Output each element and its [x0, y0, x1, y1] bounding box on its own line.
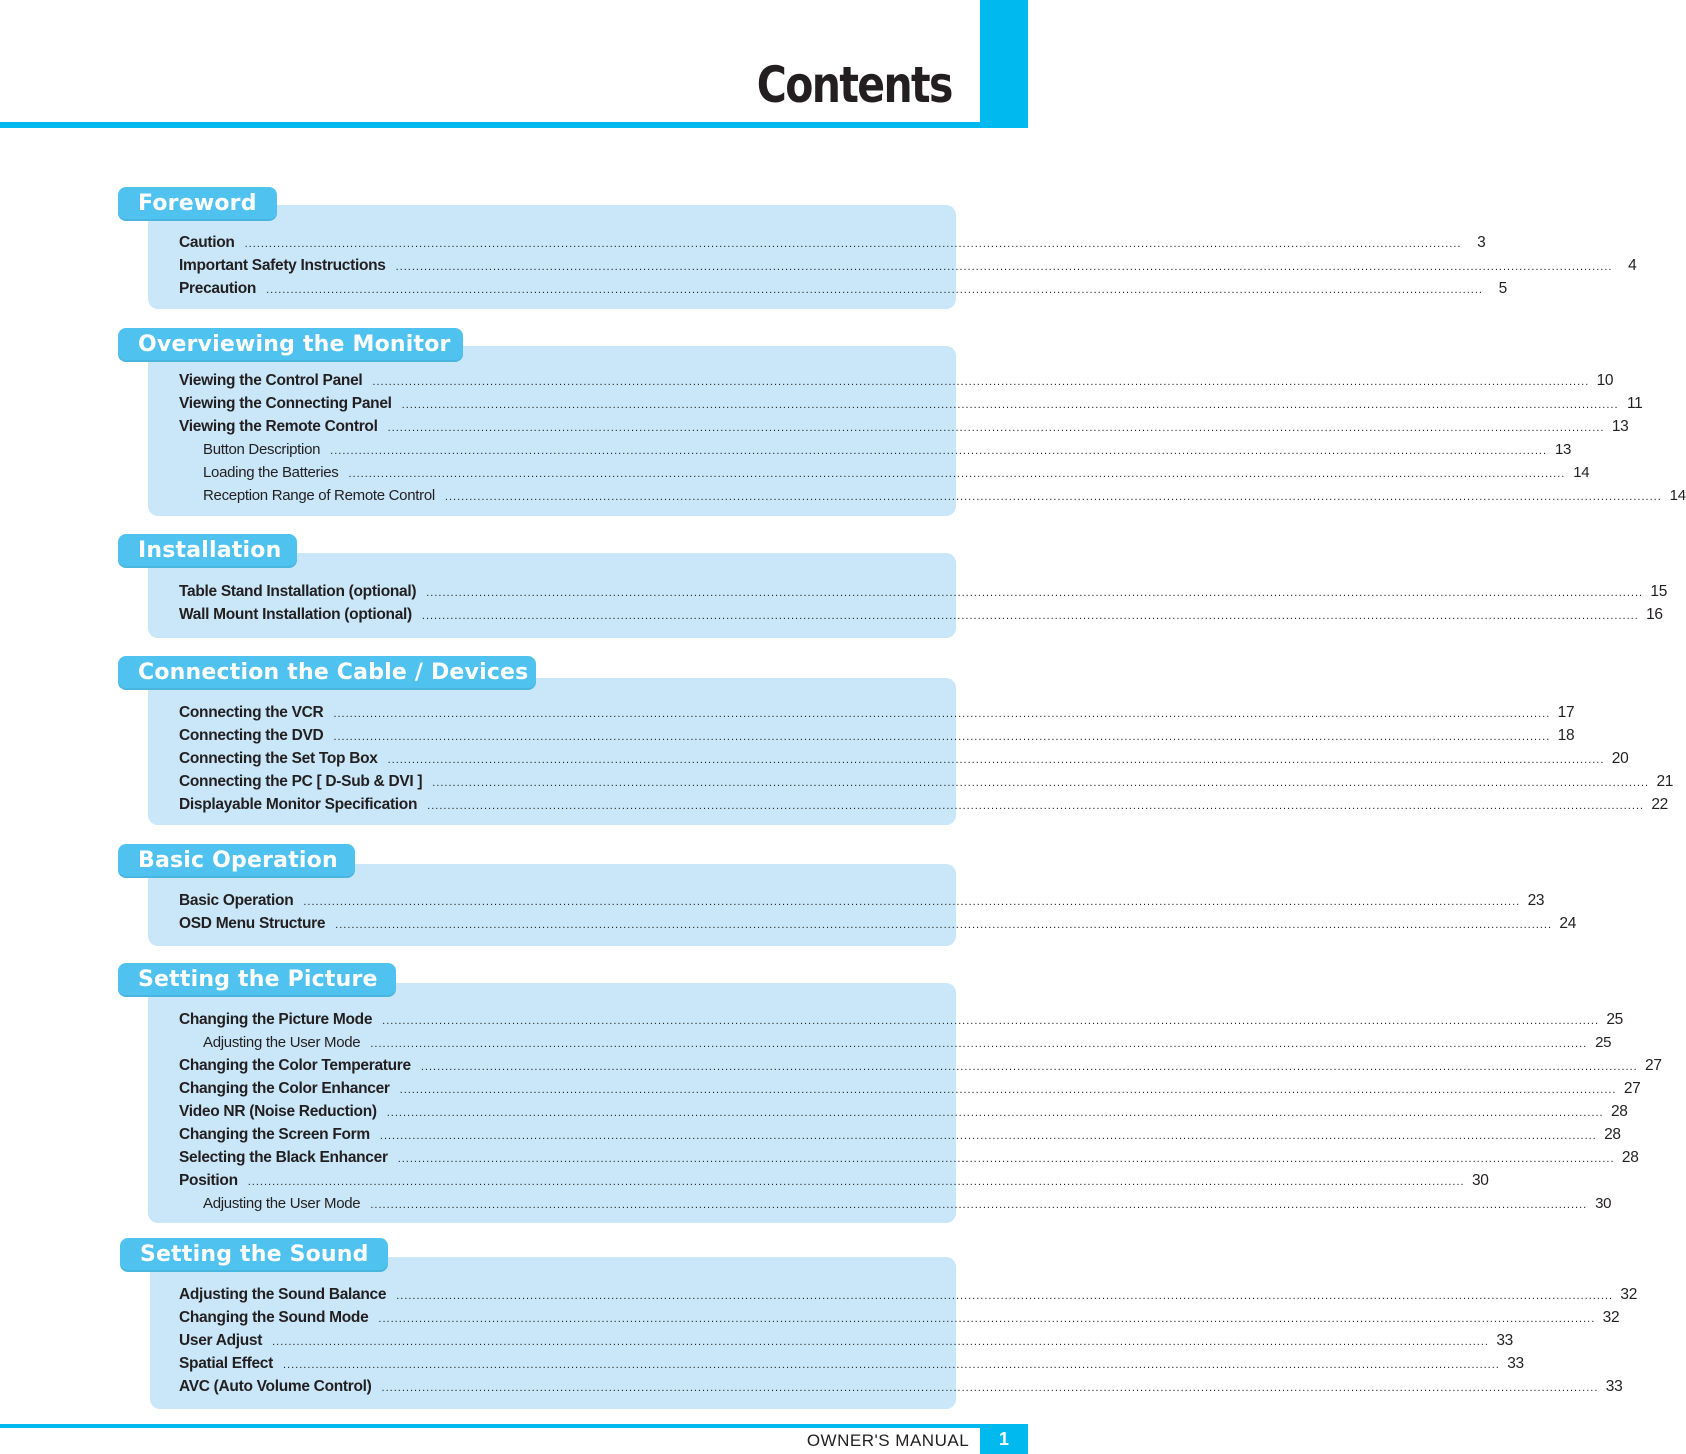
- toc-entry-page: 3: [1477, 234, 1486, 251]
- toc-entry-label: Connecting the Set Top Box: [179, 750, 378, 767]
- toc-entry[interactable]: [179, 1077, 1641, 1100]
- toc-entry-label: Video NR (Noise Reduction): [179, 1103, 377, 1120]
- toc-leader-dots: ............................................................................................................................................................................................................................................................................................................: [266, 284, 1483, 296]
- toc-leader-dots: ............................................................................................................................................................................................................................................................................................................: [420, 1061, 1638, 1073]
- toc-subentry[interactable]: [179, 1192, 1612, 1215]
- toc-entry-label: Wall Mount Installation (optional): [179, 606, 412, 623]
- toc-entry-label: Table Stand Installation (optional): [179, 583, 417, 600]
- toc-leader-dots: ............................................................................................................................................................................................................................................................................................................: [348, 468, 1566, 480]
- toc-leader-dots: ............................................................................................................................................................................................................................................................................................................: [272, 1336, 1489, 1348]
- toc-subentry[interactable]: [179, 438, 1572, 461]
- toc-leader-dots: ............................................................................................................................................................................................................................................................................................................: [330, 445, 1548, 457]
- section-entries-foreword: [179, 231, 1637, 300]
- toc-leader-dots: ............................................................................................................................................................................................................................................................................................................: [381, 1382, 1599, 1394]
- toc-entry-label: Selecting the Black Enhancer: [179, 1149, 388, 1166]
- header-accent-bar: [0, 122, 1028, 128]
- toc-entry-label: Changing the Picture Mode: [179, 1011, 373, 1028]
- toc-entry-label: OSD Menu Structure: [179, 915, 326, 932]
- toc-entry[interactable]: [179, 580, 1668, 603]
- toc-leader-dots: ............................................................................................................................................................................................................................................................................................................: [401, 399, 1619, 411]
- toc-entry[interactable]: [179, 1329, 1513, 1352]
- toc-entry[interactable]: [179, 1169, 1489, 1192]
- toc-entry-label: Connecting the PC [ D-Sub & DVI ]: [179, 773, 423, 790]
- toc-entry-page: 21: [1656, 773, 1674, 790]
- toc-entry-page: 16: [1646, 606, 1663, 623]
- toc-entry[interactable]: [179, 912, 1577, 935]
- toc-entry-label: Adjusting the User Mode: [203, 1195, 361, 1212]
- toc-entry-page: 10: [1596, 372, 1614, 389]
- toc-entry-page: 25: [1606, 1011, 1624, 1028]
- toc-entry-page: 13: [1611, 418, 1629, 435]
- toc-entry-page: 28: [1621, 1149, 1639, 1166]
- toc-leader-dots: ............................................................................................................................................................................................................................................................................................................: [421, 610, 1639, 622]
- toc-entry-page: 30: [1595, 1195, 1612, 1212]
- toc-leader-dots: ............................................................................................................................................................................................................................................................................................................: [387, 422, 1605, 434]
- toc-entry-label: Connecting the VCR: [179, 704, 324, 721]
- toc-entry[interactable]: [179, 1123, 1621, 1146]
- toc-entry-label: Precaution: [179, 280, 257, 297]
- toc-entry-page: 33: [1507, 1355, 1524, 1372]
- toc-entry-page: 14: [1669, 487, 1686, 504]
- page-title: Contents: [757, 56, 952, 114]
- toc-entry[interactable]: [179, 793, 1669, 816]
- toc-entry[interactable]: [179, 277, 1507, 300]
- toc-entry[interactable]: [179, 770, 1674, 793]
- toc-entry-page: 5: [1498, 280, 1507, 297]
- section-entries-picture: [179, 1008, 1662, 1215]
- toc-entry-label: Changing the Color Enhancer: [179, 1080, 390, 1097]
- toc-entry[interactable]: [179, 724, 1575, 747]
- section-tab-picture: Setting the Picture: [118, 963, 396, 997]
- toc-leader-dots: ............................................................................................................................................................................................................................................................................................................: [370, 1199, 1588, 1211]
- toc-entry-page: 22: [1651, 796, 1669, 813]
- toc-entry-label: Changing the Screen Form: [179, 1126, 370, 1143]
- toc-entry[interactable]: [179, 1100, 1628, 1123]
- toc-leader-dots: ............................................................................................................................................................................................................................................................................................................: [386, 1107, 1604, 1119]
- toc-leader-dots: ............................................................................................................................................................................................................................................................................................................: [382, 1015, 1600, 1027]
- toc-entry-page: 18: [1557, 727, 1575, 744]
- toc-entry-page: 28: [1604, 1126, 1621, 1143]
- toc-entry[interactable]: [179, 701, 1575, 724]
- toc-leader-dots: ............................................................................................................................................................................................................................................................................................................: [427, 800, 1645, 812]
- section-tab-connection: Connection the Cable / Devices: [118, 656, 536, 690]
- toc-leader-dots: ............................................................................................................................................................................................................................................................................................................: [395, 261, 1613, 273]
- toc-leader-dots: ............................................................................................................................................................................................................................................................................................................: [244, 238, 1462, 250]
- toc-entry-label: Displayable Monitor Specification: [179, 796, 418, 813]
- toc-leader-dots: ............................................................................................................................................................................................................................................................................................................: [335, 919, 1553, 931]
- toc-entry-page: 27: [1623, 1080, 1641, 1097]
- toc-entry-label: Adjusting the Sound Balance: [179, 1286, 387, 1303]
- toc-leader-dots: ............................................................................................................................................................................................................................................................................................................: [432, 777, 1650, 789]
- toc-entry-page: 15: [1650, 583, 1668, 600]
- toc-leader-dots: ............................................................................................................................................................................................................................................................................................................: [247, 1176, 1465, 1188]
- toc-entry-label: Spatial Effect: [179, 1355, 273, 1372]
- section-entries-sound: [179, 1283, 1638, 1398]
- toc-leader-dots: ............................................................................................................................................................................................................................................................................................................: [396, 1290, 1614, 1302]
- toc-entry-label: Viewing the Remote Control: [179, 418, 378, 435]
- toc-entry-page: 17: [1557, 704, 1575, 721]
- toc-leader-dots: ............................................................................................................................................................................................................................................................................................................: [370, 1038, 1588, 1050]
- toc-leader-dots: ............................................................................................................................................................................................................................................................................................................: [333, 731, 1551, 743]
- page-number: 1: [980, 1424, 1028, 1454]
- toc-entry-page: 30: [1471, 1172, 1489, 1189]
- toc-entry[interactable]: [179, 1054, 1662, 1077]
- toc-leader-dots: ............................................................................................................................................................................................................................................................................................................: [378, 1313, 1596, 1325]
- toc-entry-label: Viewing the Connecting Panel: [179, 395, 392, 412]
- toc-entry[interactable]: [179, 231, 1486, 254]
- section-tab-sound: Setting the Sound: [120, 1238, 388, 1272]
- toc-entry-page: 32: [1602, 1309, 1620, 1326]
- toc-entry-label: AVC (Auto Volume Control): [179, 1378, 372, 1395]
- toc-entry-label: Viewing the Control Panel: [179, 372, 363, 389]
- toc-entry-page: 14: [1573, 464, 1590, 481]
- toc-entry-label: Caution: [179, 234, 235, 251]
- toc-entry-page: 4: [1628, 257, 1637, 274]
- toc-leader-dots: ............................................................................................................................................................................................................................................................................................................: [426, 587, 1644, 599]
- toc-entry[interactable]: [179, 392, 1643, 415]
- toc-entry-page: 28: [1610, 1103, 1628, 1120]
- toc-entry-label: Loading the Batteries: [203, 464, 339, 481]
- section-tab-basic-operation: Basic Operation: [118, 844, 355, 878]
- toc-entry[interactable]: [179, 1146, 1639, 1169]
- toc-entry-page: 11: [1627, 395, 1643, 412]
- toc-entry-label: Changing the Sound Mode: [179, 1309, 369, 1326]
- toc-entry-label: Button Description: [203, 441, 321, 458]
- toc-entry-page: 13: [1554, 441, 1572, 458]
- section-entries-installation: [179, 580, 1668, 626]
- toc-entry-label: User Adjust: [179, 1332, 263, 1349]
- toc-leader-dots: ............................................................................................................................................................................................................................................................................................................: [397, 1153, 1615, 1165]
- toc-leader-dots: ............................................................................................................................................................................................................................................................................................................: [372, 376, 1590, 388]
- toc-entry[interactable]: [179, 747, 1629, 770]
- toc-entry-label: Reception Range of Remote Control: [203, 487, 435, 504]
- toc-entry[interactable]: [179, 1306, 1620, 1329]
- toc-entry[interactable]: [179, 603, 1663, 626]
- toc-entry[interactable]: [179, 1352, 1524, 1375]
- toc-entry-label: Adjusting the User Mode: [203, 1034, 361, 1051]
- toc-leader-dots: ............................................................................................................................................................................................................................................................................................................: [303, 896, 1521, 908]
- section-tab-foreword: Foreword: [118, 187, 277, 221]
- toc-entry-label: Basic Operation: [179, 892, 294, 909]
- section-tab-installation: Installation: [118, 534, 297, 568]
- toc-entry[interactable]: [179, 1283, 1638, 1306]
- section-tab-overviewing: Overviewing the Monitor: [118, 328, 463, 362]
- toc-subentry[interactable]: [179, 461, 1590, 484]
- section-entries-overviewing: [179, 369, 1686, 507]
- toc-entry[interactable]: [179, 1375, 1623, 1398]
- toc-entry-page: 33: [1496, 1332, 1513, 1349]
- toc-leader-dots: ............................................................................................................................................................................................................................................................................................................: [399, 1084, 1617, 1096]
- toc-entry[interactable]: [179, 415, 1629, 438]
- toc-entry[interactable]: [179, 1008, 1624, 1031]
- toc-leader-dots: ............................................................................................................................................................................................................................................................................................................: [379, 1130, 1597, 1142]
- toc-entry-page: 20: [1611, 750, 1629, 767]
- toc-leader-dots: ............................................................................................................................................................................................................................................................................................................: [283, 1359, 1500, 1371]
- toc-entry[interactable]: [179, 369, 1614, 392]
- toc-subentry[interactable]: [179, 1031, 1612, 1054]
- toc-entry-page: 33: [1605, 1378, 1623, 1395]
- toc-entry-label: Position: [179, 1172, 238, 1189]
- toc-entry[interactable]: [179, 889, 1545, 912]
- toc-entry-page: 24: [1559, 915, 1577, 932]
- header-accent-tab: [980, 0, 1028, 128]
- toc-entry-page: 32: [1620, 1286, 1638, 1303]
- toc-entry-label: Connecting the DVD: [179, 727, 324, 744]
- toc-leader-dots: ............................................................................................................................................................................................................................................................................................................: [444, 491, 1662, 503]
- section-entries-basic-operation: [179, 889, 1577, 935]
- section-entries-connection: [179, 701, 1674, 816]
- toc-entry-label: Important Safety Instructions: [179, 257, 386, 274]
- toc-entry-page: 27: [1645, 1057, 1662, 1074]
- toc-subentry[interactable]: [179, 484, 1686, 507]
- toc-entry[interactable]: [179, 254, 1637, 277]
- footer-label: OWNER'S MANUAL: [806, 1431, 970, 1450]
- toc-entry-page: 23: [1527, 892, 1545, 909]
- toc-leader-dots: ............................................................................................................................................................................................................................................................................................................: [387, 754, 1605, 766]
- toc-entry-page: 25: [1595, 1034, 1612, 1051]
- toc-entry-label: Changing the Color Temperature: [179, 1057, 411, 1074]
- toc-leader-dots: ............................................................................................................................................................................................................................................................................................................: [333, 708, 1551, 720]
